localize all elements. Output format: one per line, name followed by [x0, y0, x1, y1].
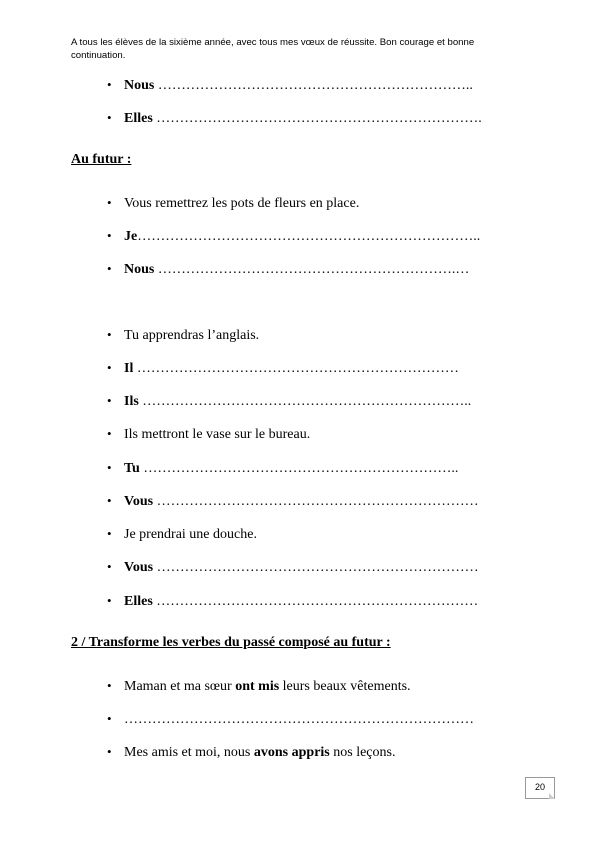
bullet-icon: [107, 425, 124, 444]
sentence-text: Ils mettront le vase sur le bureau.: [124, 427, 311, 442]
list-item: [107, 109, 482, 128]
sentence-text: Je prendrai une douche.: [124, 527, 257, 542]
answer-blank: ……………………………………………………………: [153, 560, 479, 575]
dedication-line-2: continuation.: [71, 49, 126, 61]
bullet-icon: [107, 109, 124, 128]
answer-blank: …………………………………………………………………: [124, 712, 474, 727]
answer-blank: ……………………………………………………………: [153, 494, 479, 509]
bullet-icon: [107, 194, 124, 213]
list-item: [107, 392, 471, 411]
bullet-icon: [107, 525, 124, 544]
answer-blank: ………………………………………………………………..: [137, 229, 481, 244]
bullet-icon: [107, 558, 124, 577]
sentence-text: Tu apprendras l’anglais.: [124, 328, 260, 343]
subject-pronoun: Ils: [124, 394, 139, 409]
verb-highlight: ont mis: [235, 679, 280, 694]
answer-blank: ……………………………………………………………..: [138, 394, 472, 409]
list-item: [107, 525, 257, 544]
list-item: [107, 743, 395, 762]
answer-blank: …………………………………………………………….: [152, 111, 482, 126]
verb-highlight: avons appris: [253, 745, 330, 760]
list-item: [107, 710, 474, 729]
page-number: 20: [525, 777, 555, 799]
answer-blank: …………………………………………………………..: [139, 461, 459, 476]
list-item: [107, 677, 411, 696]
answer-blank: ……………………………………………………………: [152, 594, 479, 609]
sentence-text: leurs beaux vêtements.: [279, 679, 411, 694]
list-item: [107, 425, 310, 444]
subject-pronoun: Vous: [124, 494, 154, 509]
subject-pronoun: Vous: [124, 560, 154, 575]
bullet-icon: [107, 710, 124, 729]
subject-pronoun: Elles: [124, 111, 153, 126]
subject-pronoun: Il: [124, 361, 134, 376]
bullet-icon: [107, 459, 124, 478]
subject-pronoun: Tu: [124, 461, 140, 476]
bullet-icon: [107, 392, 124, 411]
list-item: [107, 558, 479, 577]
bullet-icon: [107, 359, 124, 378]
list-item: [107, 260, 469, 279]
dedication-line-1: A tous les élèves de la sixième année, avec tous mes vœux de réussite. Bon courage et bonne: [71, 37, 475, 48]
list-item: [107, 326, 259, 345]
list-item: [107, 492, 479, 511]
bullet-icon: [107, 326, 124, 345]
bullet-icon: [107, 743, 124, 762]
sentence-text: nos leçons.: [329, 745, 396, 760]
subject-pronoun: Je: [124, 229, 138, 244]
subject-pronoun: Nous: [124, 78, 155, 93]
subject-pronoun: Nous: [124, 262, 155, 277]
bullet-icon: [107, 227, 124, 246]
list-item: [107, 227, 480, 246]
list-item: [107, 76, 473, 95]
list-item: [107, 459, 458, 478]
answer-blank: ……………………………………………………………: [133, 361, 459, 376]
sentence-text: Vous remettrez les pots de fleurs en place.: [124, 196, 360, 211]
list-item: [107, 592, 478, 611]
answer-blank: ……………………………………………………….…: [154, 262, 470, 277]
sentence-text: Maman et ma sœur: [124, 679, 236, 694]
bullet-icon: [107, 492, 124, 511]
section-heading-exercise-2: 2 / Transforme les verbes du passé composé au futur :: [71, 635, 391, 650]
list-item: [107, 359, 459, 378]
section-heading-future: Au futur :: [71, 152, 132, 167]
bullet-icon: [107, 260, 124, 279]
answer-blank: …………………………………………………………..: [154, 78, 473, 93]
bullet-icon: [107, 76, 124, 95]
subject-pronoun: Elles: [124, 594, 153, 609]
list-item: [107, 194, 359, 213]
bullet-icon: [107, 592, 124, 611]
dedication-header: [71, 37, 541, 62]
sentence-text: Mes amis et moi, nous: [124, 745, 254, 760]
bullet-icon: [107, 677, 124, 696]
